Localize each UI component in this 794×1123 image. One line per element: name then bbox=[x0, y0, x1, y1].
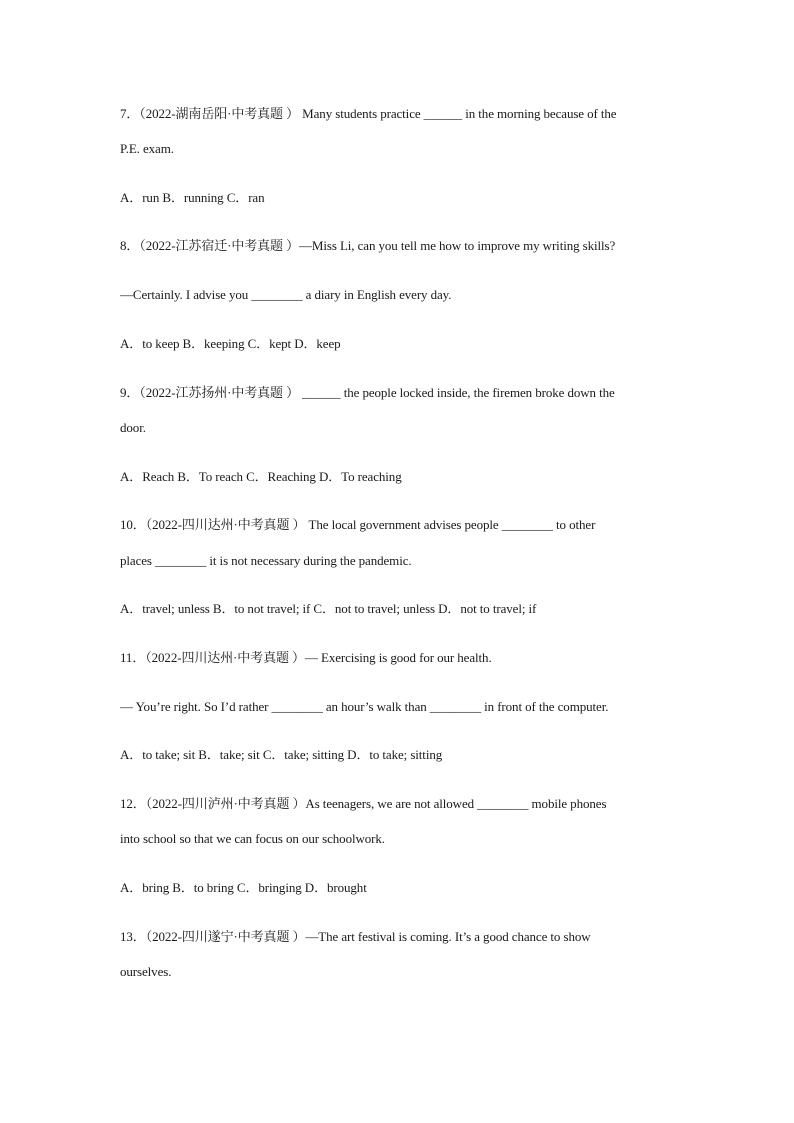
question-8-stem-cont: —Certainly. I advise you ________ a diary in English every day. bbox=[120, 287, 452, 302]
question-12-options: A．bring B．to bring C．bringing D．brought bbox=[120, 880, 367, 895]
question-8-stem: 8．（2022-江苏宿迁·中考真题 ）—Miss Li, can you tell me how to improve my writing skills? bbox=[120, 238, 616, 253]
question-10-options: A．travel; unless B．to not travel; if C．not to travel; unless D．not to travel; if bbox=[120, 601, 537, 616]
question-11-options: A．to take; sit B．take; sit C．take; sitting D．to take; sitting bbox=[120, 747, 443, 762]
question-11-stem-cont: — You’re right. So I’d rather ________ an hour’s walk than ________ in front of the computer. bbox=[120, 699, 609, 714]
question-12-stem-cont: into school so that we can focus on our schoolwork. bbox=[120, 831, 385, 846]
question-10-stem: 10．（2022-四川达州·中考真题 ） The local government advises people ________ to other bbox=[120, 517, 596, 532]
question-8-options: A．to keep B．keeping C．kept D．keep bbox=[120, 336, 341, 351]
question-9-stem: 9．（2022-江苏扬州·中考真题 ） ______ the people locked inside, the firemen broke down the bbox=[120, 385, 615, 400]
question-10-stem-cont: places ________ it is not necessary during the pandemic. bbox=[120, 553, 412, 568]
question-7-stem-cont: P.E. exam. bbox=[120, 141, 174, 156]
question-11-stem: 11．（2022-四川达州·中考真题 ）— Exercising is good for our health. bbox=[120, 650, 492, 665]
question-9-stem-cont: door. bbox=[120, 420, 146, 435]
question-7-options: A．run B．running C．ran bbox=[120, 190, 265, 205]
question-13-stem-cont: ourselves. bbox=[120, 964, 172, 979]
question-9-options: A．Reach B．To reach C．Reaching D．To reaching bbox=[120, 469, 402, 484]
question-13-stem: 13．（2022-四川遂宁·中考真题 ）—The art festival is coming. It’s a good chance to show bbox=[120, 929, 591, 944]
question-7-stem: 7．（2022-湖南岳阳·中考真题 ） Many students practice ______ in the morning because of the bbox=[120, 106, 617, 121]
question-12-stem: 12．（2022-四川泸州·中考真题 ）As teenagers, we are not allowed ________ mobile phones bbox=[120, 796, 607, 811]
